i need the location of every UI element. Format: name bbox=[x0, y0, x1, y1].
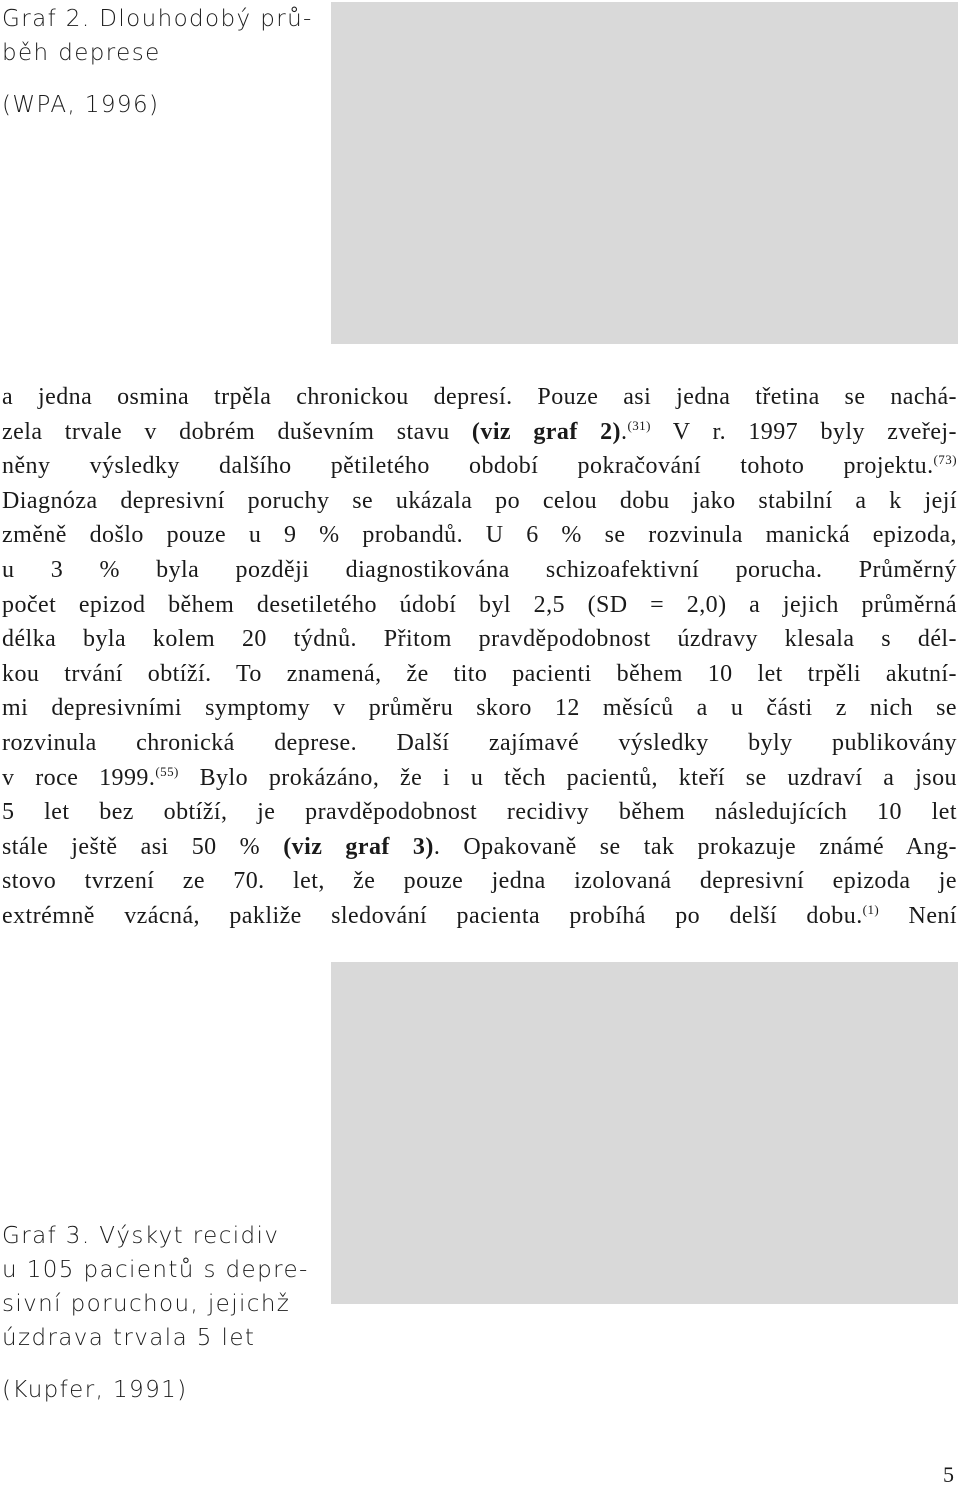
body-line: něny výsledky dalšího pětiletého období pokračování tohoto projektu.$^{(73)}$ bbox=[2, 452, 957, 480]
body-line: 5 let bez obtíží, je pravděpodobnost recidivy během následujících 10 let bbox=[2, 799, 957, 826]
graph2-source: (WPA, 1996) bbox=[2, 92, 160, 118]
graph2-reference: (viz graf 2) bbox=[471, 418, 621, 445]
body-line: v roce 1999.$^{(55)}$ Bylo prokázáno, že i u těch pacientů, kteří se uzdraví a jsou bbox=[2, 763, 957, 791]
graph2-caption bbox=[2, 2, 313, 122]
graph3-caption bbox=[2, 1219, 309, 1407]
citation-1: (1) bbox=[862, 901, 880, 917]
body-paragraph bbox=[2, 380, 957, 934]
body-line: rozvinula chronická deprese. Další zajímavé výsledky byly publikovány bbox=[2, 729, 957, 756]
graph3-title-line4: úzdrava trvala 5 let bbox=[2, 1325, 256, 1351]
graph2-title-line1: Graf 2. Dlouhodobý prů- bbox=[2, 6, 313, 32]
citation-55: (55) bbox=[155, 763, 179, 779]
graph3-title-line3: sivní poruchou, jejichž bbox=[2, 1291, 291, 1317]
body-line: a jedna osmina trpěla chronickou depresí. Pouze asi jedna třetina se nachá- bbox=[2, 384, 957, 410]
body-line: extrémně vzácná, pakliže sledování pacienta probíhá po delší dobu.$^{(1)}$ Není bbox=[2, 901, 957, 929]
body-line: zela trvale v dobrém duševním stavu (viz graf 2).$^{(31)}$ V r. 1997 byly zveřej- bbox=[2, 417, 957, 445]
body-line: mi depresivními symptomy v průměru skoro 12 měsíců a u části z nich se bbox=[2, 695, 957, 722]
page-number: 5 bbox=[943, 1462, 954, 1487]
body-line: stále ještě asi 50 % (viz graf 3). Opakovaně se tak prokazuje známé Ang- bbox=[2, 833, 957, 860]
graph3-title-line1: Graf 3. Výskyt recidiv bbox=[2, 1223, 280, 1249]
citation-31: (31) bbox=[627, 417, 651, 433]
body-line: počet epizod během desetiletého údobí byl 2,5 (SD = 2,0) a jejich průměrná bbox=[2, 591, 957, 618]
graph3-title-line2: u 105 pacientů s depre- bbox=[2, 1257, 309, 1283]
body-line: stovo tvrzení ze 70. let, že pouze jedna izolovaná depresivní epizoda je bbox=[2, 868, 957, 895]
graph3-figure-placeholder bbox=[331, 962, 958, 1304]
graph2-figure-placeholder bbox=[331, 2, 958, 344]
body-line: změně došlo pouze u 9 % probandů. U 6 % se rozvinula manická epizoda, bbox=[2, 522, 957, 549]
body-line: Diagnóza depresivní poruchy se ukázala po celou dobu jako stabilní a k její bbox=[2, 487, 957, 514]
graph2-title-line2: běh deprese bbox=[2, 40, 161, 66]
body-line: kou trvání obtíží. To znamená, že tito pacienti během 10 let trpěli akutní- bbox=[2, 660, 957, 687]
citation-73: (73) bbox=[933, 452, 957, 468]
graph3-reference: (viz graf 3) bbox=[283, 833, 434, 860]
body-line: u 3 % byla později diagnostikována schizoafektivní porucha. Průměrný bbox=[2, 556, 957, 583]
graph3-source: (Kupfer, 1991) bbox=[2, 1377, 188, 1403]
body-line: délka byla kolem 20 týdnů. Přitom pravděpodobnost úzdravy klesala s dél- bbox=[2, 626, 957, 653]
